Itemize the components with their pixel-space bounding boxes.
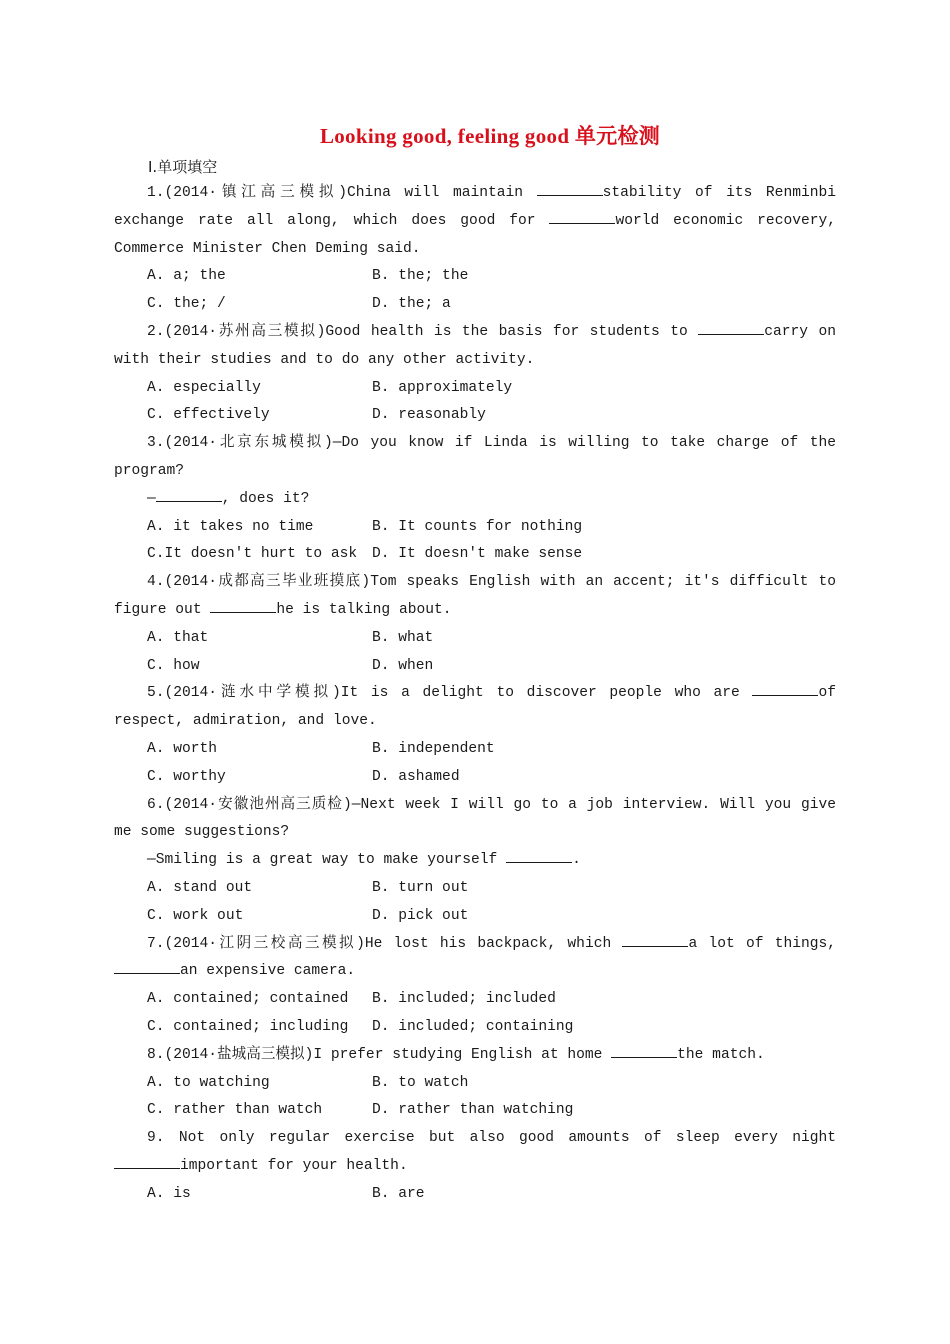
option-b[interactable]: B. independent bbox=[372, 740, 495, 757]
option-d[interactable]: D. ashamed bbox=[372, 768, 460, 785]
question-stem bbox=[114, 180, 836, 263]
option-c[interactable]: C. how bbox=[147, 657, 200, 674]
options-row bbox=[114, 1070, 836, 1098]
option-a[interactable]: A. it takes no time bbox=[147, 518, 314, 535]
stem-text: world economic recovery, Commerce Minister Chen Deming said. bbox=[114, 212, 836, 257]
stem-text: important for your health. bbox=[180, 1157, 408, 1174]
options-row bbox=[114, 263, 836, 291]
question-8 bbox=[114, 1042, 836, 1125]
options-row bbox=[114, 903, 836, 931]
option-a[interactable]: A. stand out bbox=[147, 879, 253, 896]
option-d[interactable]: D. It doesn't make sense bbox=[372, 546, 583, 563]
options-row bbox=[114, 1097, 836, 1125]
question-6 bbox=[114, 792, 836, 931]
option-b[interactable]: B. included; included bbox=[372, 991, 556, 1008]
reply-text: —Smiling is a great way to make yourself bbox=[147, 852, 507, 869]
answer-blank bbox=[752, 681, 818, 696]
option-c[interactable]: C. contained; including bbox=[147, 1018, 349, 1035]
reply-line bbox=[114, 486, 836, 514]
option-b[interactable]: B. It counts for nothing bbox=[372, 518, 583, 535]
stem-text: I prefer studying English at home bbox=[313, 1046, 612, 1063]
question-stem bbox=[114, 319, 836, 375]
answer-blank bbox=[210, 598, 276, 613]
stem-text: He lost his backpack, which bbox=[364, 935, 623, 952]
stem-text: Not only regular exercise but also good amounts of sleep every night bbox=[164, 1130, 836, 1147]
question-stem bbox=[114, 931, 836, 987]
options-row bbox=[114, 653, 836, 681]
question-list bbox=[114, 180, 836, 1208]
answer-blank bbox=[549, 209, 615, 224]
question-stem bbox=[114, 1125, 836, 1181]
option-c[interactable]: C.It doesn't hurt to ask bbox=[147, 546, 358, 563]
question-source: (2014·涟水中学模拟) bbox=[164, 685, 341, 702]
question-stem bbox=[114, 1042, 836, 1070]
question-stem bbox=[114, 680, 836, 736]
option-c[interactable]: C. work out bbox=[147, 907, 244, 924]
question-9 bbox=[114, 1125, 836, 1208]
option-b[interactable]: B. what bbox=[372, 629, 434, 646]
section-heading: Ⅰ.单项填空 bbox=[148, 158, 218, 176]
stem-text: the match. bbox=[677, 1046, 765, 1063]
question-number: 8. bbox=[147, 1046, 165, 1063]
stem-text: —Do you know if Linda is willing to take charge of the program? bbox=[114, 435, 836, 479]
options-row bbox=[114, 625, 836, 653]
options-row bbox=[114, 986, 836, 1014]
options-row bbox=[114, 291, 836, 319]
stem-text: carry on with their studies and to do any other activity. bbox=[114, 323, 836, 368]
stem-text: an expensive camera. bbox=[180, 963, 356, 980]
question-number: 4. bbox=[147, 574, 165, 591]
question-source: (2014·安徽池州高三质检) bbox=[164, 796, 352, 813]
question-source: (2014·江阴三校高三模拟) bbox=[164, 935, 365, 952]
answer-blank bbox=[114, 959, 180, 974]
question-number: 1. bbox=[147, 185, 165, 201]
question-4 bbox=[114, 569, 836, 680]
options-row bbox=[114, 736, 836, 764]
question-number: 9. bbox=[147, 1130, 165, 1147]
option-a[interactable]: A. to watching bbox=[147, 1074, 270, 1091]
reply-line bbox=[114, 847, 836, 875]
option-b[interactable]: B. to watch bbox=[372, 1074, 469, 1091]
question-stem bbox=[114, 569, 836, 625]
answer-blank bbox=[698, 320, 764, 335]
answer-blank bbox=[537, 181, 603, 196]
option-b[interactable]: B. approximately bbox=[372, 379, 513, 396]
options-row bbox=[114, 541, 836, 569]
question-stem bbox=[114, 430, 836, 486]
question-source: (2014·苏州高三模拟) bbox=[164, 323, 326, 340]
answer-blank bbox=[611, 1043, 677, 1058]
stem-text: a lot of things, bbox=[688, 935, 837, 952]
question-source: (2014·盐城高三模拟) bbox=[164, 1046, 314, 1063]
answer-blank bbox=[622, 932, 688, 947]
options-row bbox=[114, 375, 836, 403]
option-b[interactable]: B. turn out bbox=[372, 879, 469, 896]
option-b[interactable]: B. are bbox=[372, 1185, 425, 1202]
question-number: 3. bbox=[147, 435, 165, 452]
answer-blank bbox=[114, 1154, 180, 1169]
option-d[interactable]: D. when bbox=[372, 657, 434, 674]
options-row bbox=[114, 1014, 836, 1042]
stem-text: It is a delight to discover people who are bbox=[340, 685, 753, 702]
options-row bbox=[114, 875, 836, 903]
question-source: (2014·北京东城模拟) bbox=[164, 435, 333, 452]
question-source: (2014·镇江高三模拟) bbox=[164, 185, 348, 201]
question-7 bbox=[114, 931, 836, 1042]
option-d[interactable]: D. the; a bbox=[372, 296, 451, 313]
option-b[interactable]: B. the; the bbox=[372, 268, 469, 285]
option-d[interactable]: D. included; containing bbox=[372, 1018, 574, 1035]
option-c[interactable]: C. the; / bbox=[147, 296, 226, 313]
option-a[interactable]: A. a; the bbox=[147, 268, 226, 285]
reply-text: — bbox=[147, 490, 156, 507]
options-row bbox=[114, 764, 836, 792]
option-d[interactable]: D. pick out bbox=[372, 907, 469, 924]
option-c[interactable]: C. rather than watch bbox=[147, 1102, 323, 1119]
option-d[interactable]: D. rather than watching bbox=[372, 1102, 574, 1119]
option-a[interactable]: A. especially bbox=[147, 379, 261, 396]
question-1 bbox=[114, 180, 836, 319]
option-a[interactable]: A. that bbox=[147, 629, 209, 646]
option-a[interactable]: A. worth bbox=[147, 740, 218, 757]
question-stem bbox=[114, 792, 836, 848]
option-d[interactable]: D. reasonably bbox=[372, 407, 486, 424]
stem-text: —Next week I will go to a job interview. Will you give me some suggestions? bbox=[114, 796, 836, 841]
options-row bbox=[114, 514, 836, 542]
reply-text: . bbox=[572, 852, 581, 869]
stem-text: he is talking about. bbox=[276, 601, 452, 618]
stem-text: of respect, admiration, and love. bbox=[114, 685, 836, 730]
question-2 bbox=[114, 319, 836, 430]
option-c[interactable]: C. effectively bbox=[147, 407, 270, 424]
question-number: 7. bbox=[147, 935, 165, 952]
stem-text: stability of its Renminbi exchange rate all along, which does good for bbox=[114, 185, 836, 229]
options-row bbox=[114, 1181, 836, 1209]
stem-text: Tom speaks English with an accent; it's difficult to figure out bbox=[114, 574, 836, 618]
question-number: 2. bbox=[147, 323, 165, 340]
answer-blank bbox=[506, 848, 572, 863]
option-c[interactable]: C. worthy bbox=[147, 768, 226, 785]
stem-text: Good health is the basis for students to bbox=[325, 323, 699, 340]
question-source: (2014·成都高三毕业班摸底) bbox=[164, 574, 371, 591]
options-row bbox=[114, 402, 836, 430]
page-title: Looking good, feeling good 单元检测 bbox=[319, 124, 661, 148]
option-a[interactable]: A. contained; contained bbox=[147, 991, 349, 1008]
question-5 bbox=[114, 680, 836, 791]
question-number: 5. bbox=[147, 685, 165, 702]
reply-text: , does it? bbox=[221, 490, 310, 507]
stem-text: China will maintain bbox=[347, 185, 537, 201]
answer-blank bbox=[156, 487, 222, 502]
question-number: 6. bbox=[147, 796, 165, 813]
question-3 bbox=[114, 430, 836, 569]
option-a[interactable]: A. is bbox=[147, 1185, 191, 1202]
